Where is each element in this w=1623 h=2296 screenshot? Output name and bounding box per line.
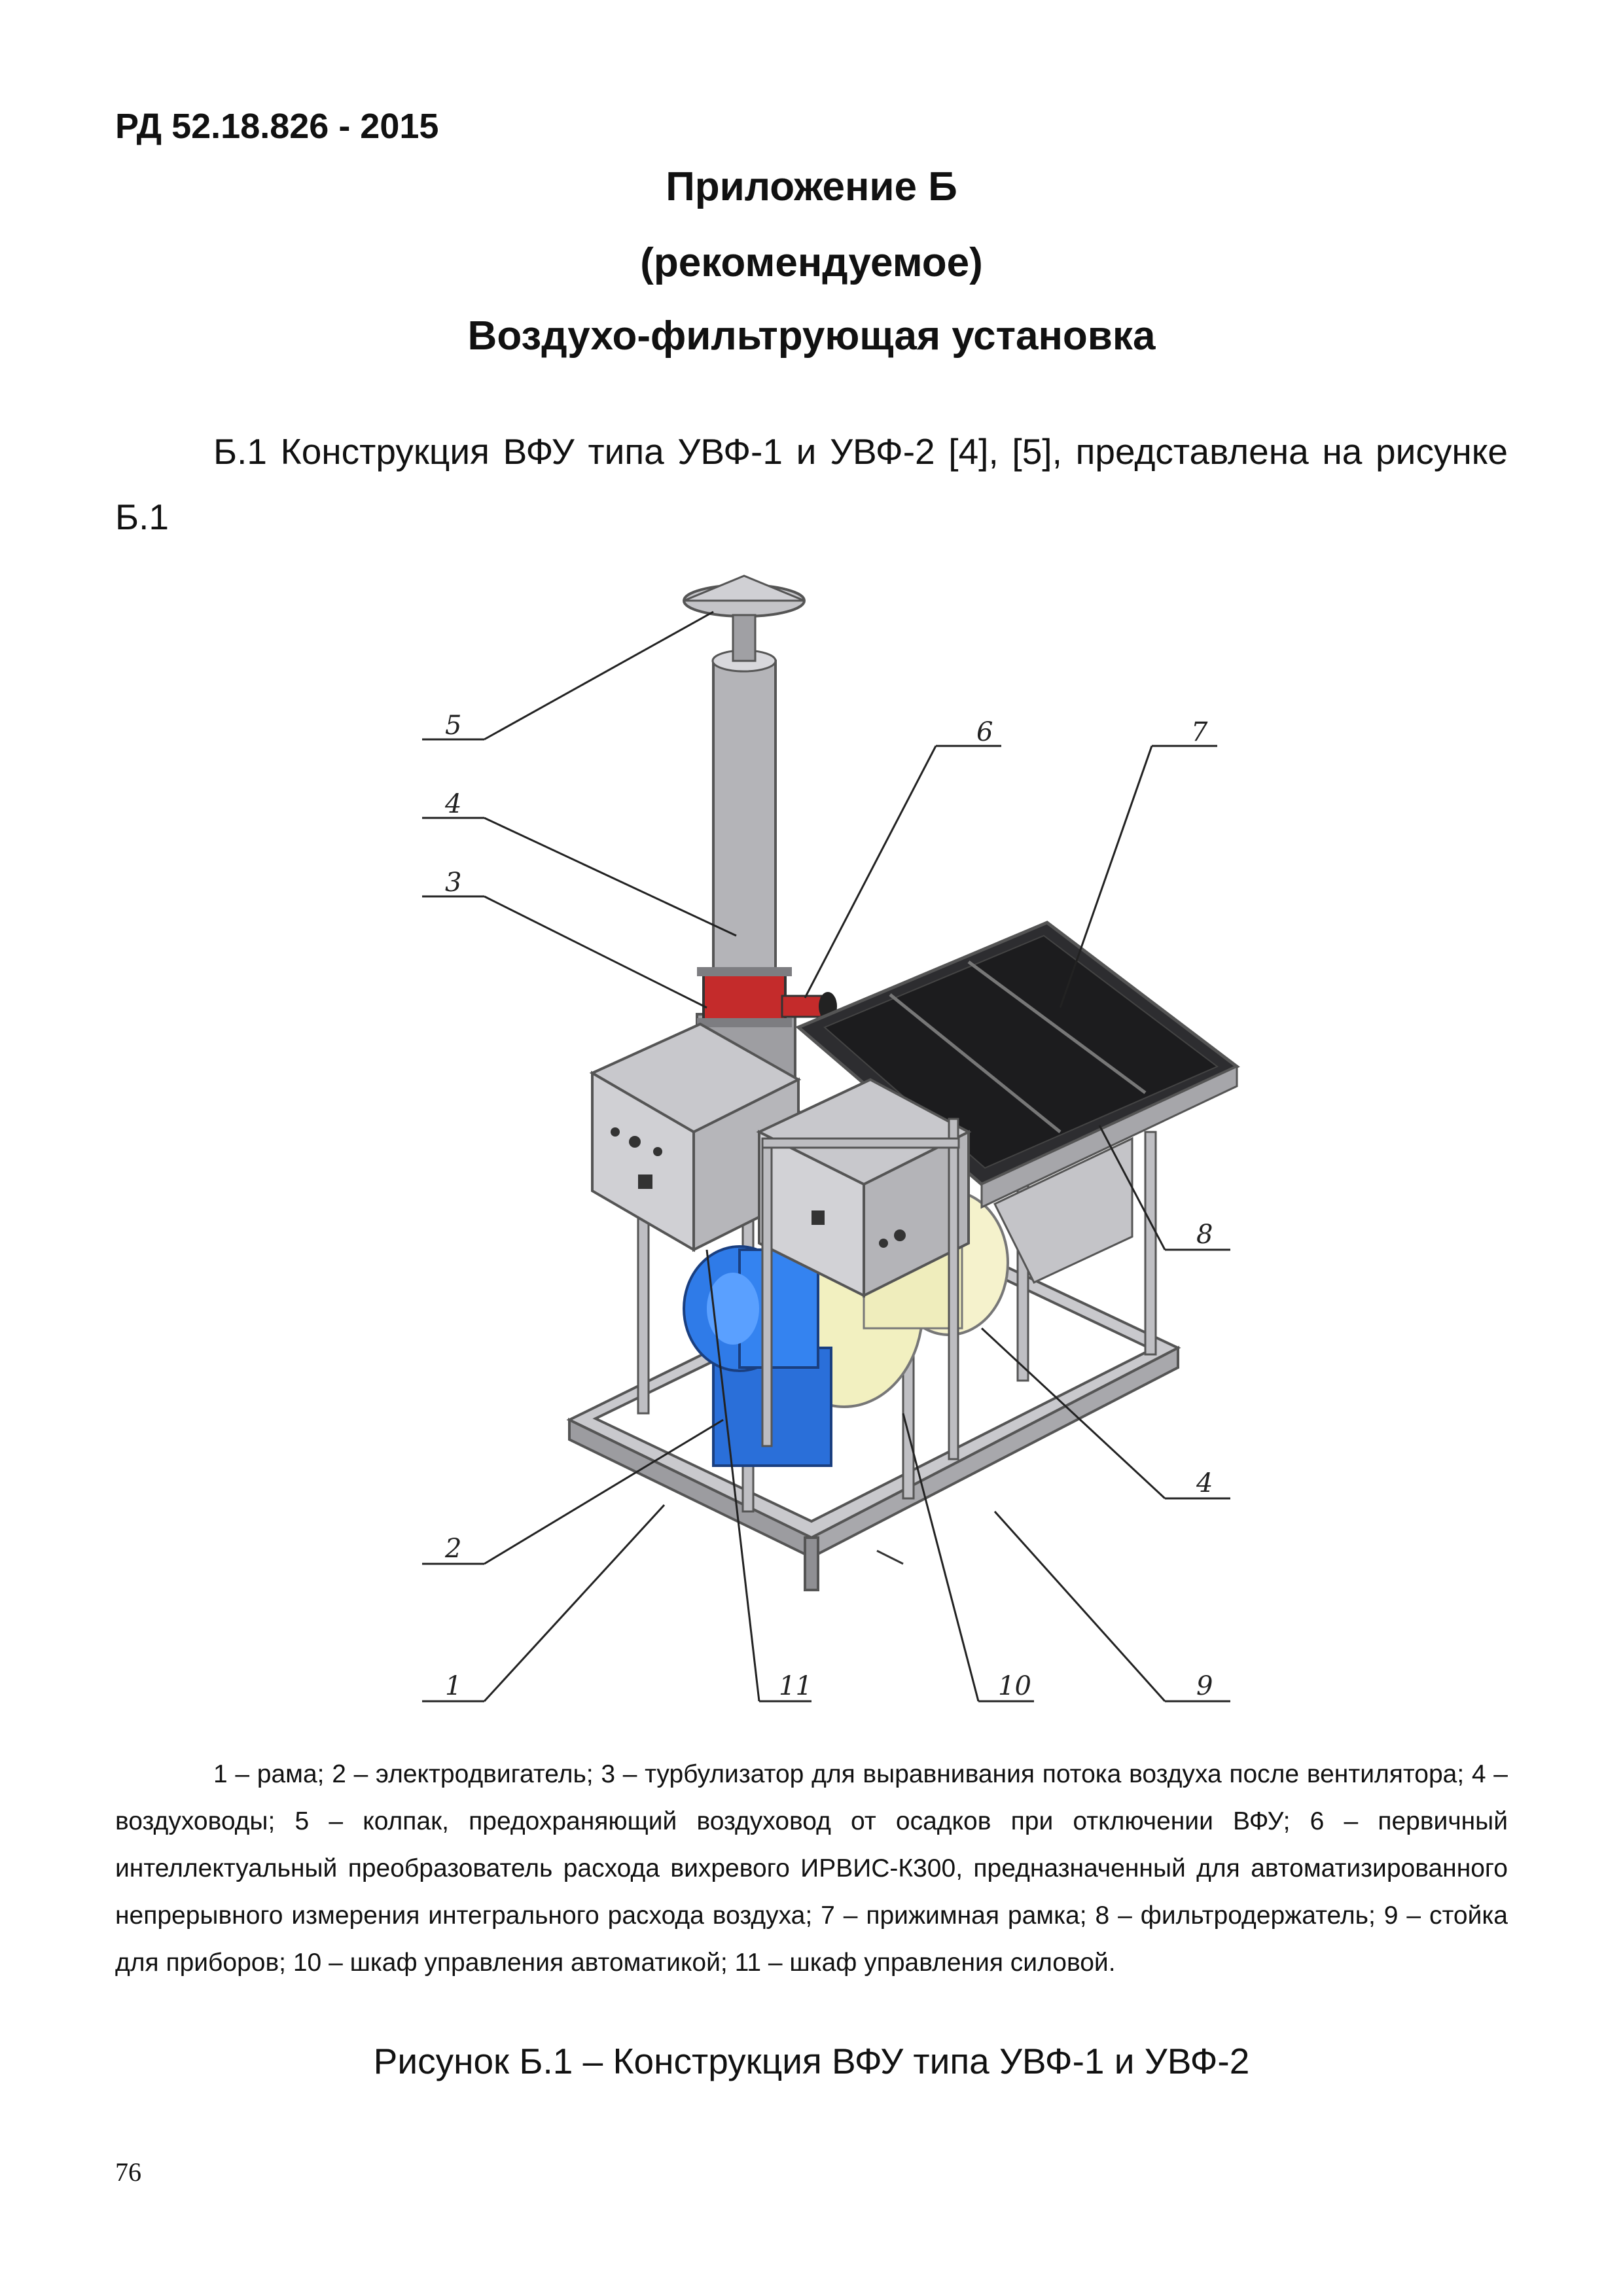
callout-1: 1 bbox=[445, 1671, 462, 1701]
intro-paragraph-text: Б.1 Конструкция ВФУ типа УВФ-1 и УВФ-2 [4], [5], представлена на рисунке Б.1 bbox=[115, 431, 1508, 537]
callout-4-duct: 4 bbox=[445, 789, 462, 819]
document-code: РД 52.18.826 - 2015 bbox=[115, 107, 439, 146]
figure-legend-text: 1 – рама; 2 – электродвигатель; 3 – турбулизатор для выравнивания потока воздуха после вентилятора; 4 – воздуховоды; 5 – колпак, предохраняющий воздуховод от осадков при отключении ВФУ; 6 – первичный интеллектуальный преобразователь расхода вихревого ИРВИС-К300, предназначенный для автоматизированного непрерывного измерения интегрального расхода воздуха; 7 – прижимная рамка; 8 – фильтродержатель; 9 – стойка для приборов; 10 – шкаф управления автоматикой; 11 – шкаф управления силовой. bbox=[115, 1760, 1508, 1977]
appendix-title: Приложение Б bbox=[666, 164, 957, 209]
callout-5: 5 bbox=[445, 711, 462, 741]
callout-2: 2 bbox=[445, 1534, 462, 1564]
turbulizer bbox=[697, 967, 792, 1027]
callout-3: 3 bbox=[445, 868, 462, 898]
callout-9: 9 bbox=[1196, 1671, 1213, 1701]
appendix-subject: Воздухо-фильтрующая установка bbox=[467, 313, 1156, 359]
callout-7: 7 bbox=[1191, 717, 1208, 747]
callout-11: 11 bbox=[779, 1671, 812, 1701]
callout-10: 10 bbox=[998, 1671, 1031, 1701]
page-number: 76 bbox=[115, 2157, 141, 2187]
figure-legend bbox=[115, 1751, 1508, 1987]
appendix-status: (рекомендуемое) bbox=[640, 240, 983, 285]
figure-title: Рисунок Б.1 – Конструкция ВФУ типа УВФ-1 и УВФ-2 bbox=[373, 2041, 1250, 2081]
callout-4-lower: 4 bbox=[1196, 1468, 1213, 1498]
intro-paragraph bbox=[115, 419, 1508, 550]
equipment-drawing bbox=[406, 556, 1309, 1721]
callout-8: 8 bbox=[1196, 1220, 1213, 1250]
callout-6: 6 bbox=[976, 717, 993, 747]
equipment-figure bbox=[406, 556, 1309, 1721]
